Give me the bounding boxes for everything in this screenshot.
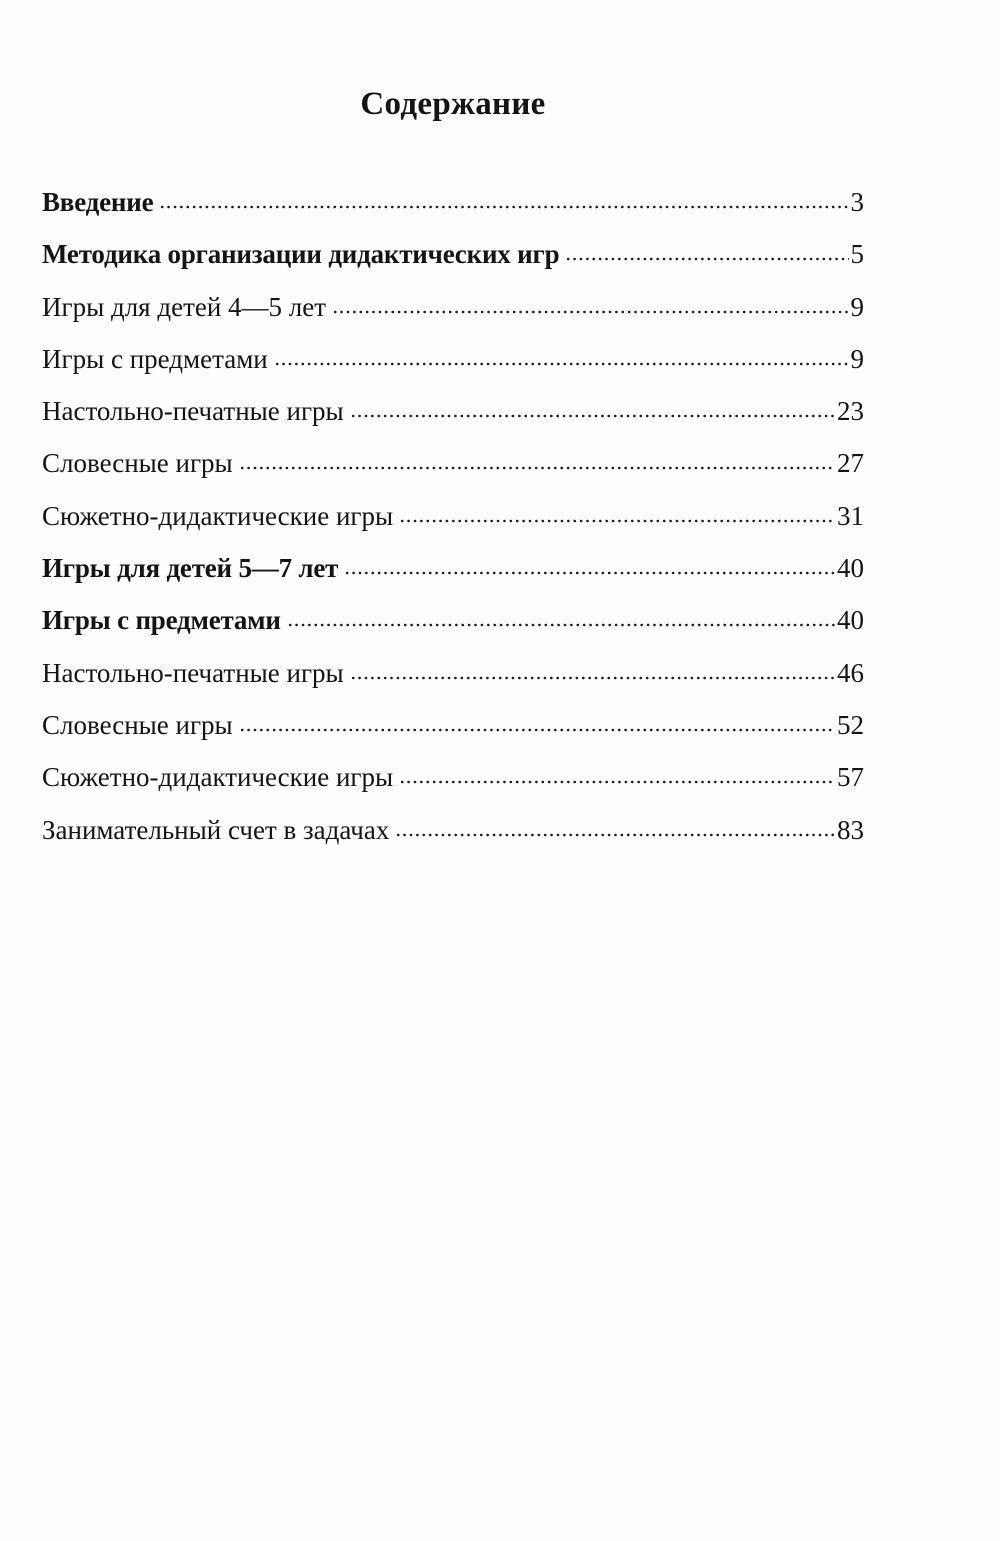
toc-entry-label: Введение <box>42 187 154 217</box>
dot-leader <box>395 819 835 839</box>
dot-leader <box>350 400 835 420</box>
toc-entry-plot-games-5-7 <box>42 751 864 803</box>
dot-leader <box>239 714 835 734</box>
dot-leader <box>159 191 848 211</box>
toc-entry-board-games-5-7 <box>42 647 864 699</box>
toc-entry-word-games-4-5 <box>42 437 864 489</box>
toc-entry-counting-tasks <box>42 804 864 856</box>
toc-entry-page: 23 <box>837 396 864 427</box>
toc-entry-label: Словесные игры <box>42 448 233 479</box>
toc-entry-page: 40 <box>837 553 864 584</box>
toc-entry-label: Методика организации дидактических игр <box>42 239 560 270</box>
toc-entry-label: Настольно-печатные игры <box>42 396 344 427</box>
toc-entry-label: Игры с предметами <box>42 605 281 636</box>
toc-entry-page: 3 <box>850 187 864 217</box>
toc-entry-page: 5 <box>850 239 864 270</box>
dot-leader <box>274 348 849 368</box>
toc-entry-methodology <box>42 228 864 280</box>
page-title: Содержание <box>360 86 546 122</box>
dot-leader <box>344 557 835 577</box>
toc-entry-plot-games-4-5 <box>42 490 864 542</box>
toc-entry-object-games-4-5 <box>42 333 864 385</box>
toc-entry-introduction <box>42 176 864 228</box>
toc-entry-page: 40 <box>837 605 864 636</box>
toc-entry-label: Игры для детей 4—5 лет <box>42 291 327 322</box>
toc-entry-label: Игры с предметами <box>42 343 268 374</box>
dot-leader <box>565 243 848 263</box>
table-of-contents <box>42 176 864 856</box>
toc-entry-object-games-5-7 <box>42 594 864 646</box>
dot-leader <box>287 609 835 629</box>
dot-leader <box>399 505 835 525</box>
toc-entry-label: Настольно-печатные игры <box>42 657 344 688</box>
toc-entry-page: 52 <box>837 709 864 740</box>
toc-entry-board-games-4-5 <box>42 385 864 437</box>
toc-entry-word-games-5-7 <box>42 699 864 751</box>
dot-leader <box>399 766 835 786</box>
toc-entry-games-5-7 <box>42 542 864 594</box>
dot-leader <box>350 662 835 682</box>
toc-entry-label: Сюжетно-дидактические игры <box>42 500 394 531</box>
dot-leader <box>239 452 835 472</box>
toc-entry-games-4-5 <box>42 281 864 333</box>
toc-entry-page: 9 <box>850 343 864 374</box>
toc-entry-page: 31 <box>837 500 864 531</box>
toc-entry-page: 83 <box>837 814 864 845</box>
toc-entry-page: 57 <box>837 762 864 793</box>
toc-entry-label: Игры для детей 5—7 лет <box>42 553 339 584</box>
toc-entry-label: Словесные игры <box>42 709 233 740</box>
toc-entry-label: Занимательный счет в задачах <box>42 814 390 845</box>
toc-entry-page: 9 <box>850 291 864 322</box>
toc-entry-page: 46 <box>837 657 864 688</box>
toc-entry-label: Сюжетно-дидактические игры <box>42 762 394 793</box>
toc-entry-page: 27 <box>837 448 864 479</box>
dot-leader <box>332 296 848 316</box>
